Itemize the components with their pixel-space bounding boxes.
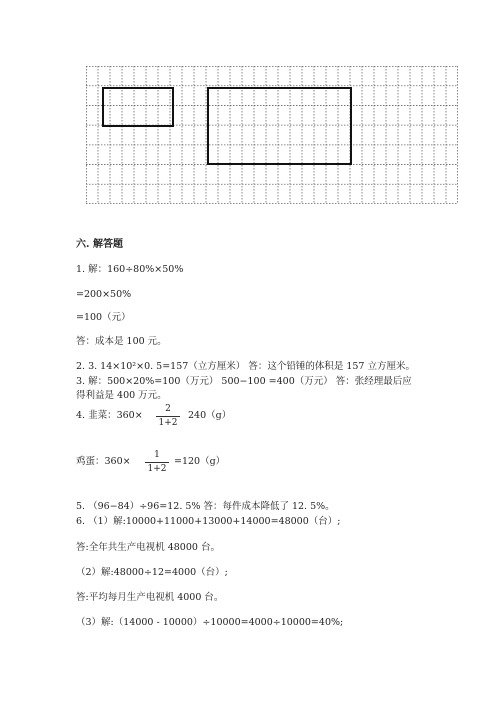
small-rectangle [103, 88, 173, 126]
q4-fraction-2 [145, 450, 169, 475]
q1-answer: 答：成本是 100 元。 [76, 336, 167, 347]
q4-fraction-1-numerator: 2 [165, 404, 171, 414]
q4-fraction-1 [156, 404, 180, 429]
q4-fraction-2-numerator: 1 [154, 450, 160, 460]
fraction-bar [145, 462, 169, 463]
fraction-bar [156, 416, 180, 417]
dotted-grid [86, 66, 458, 204]
q4-line-2-prefix: 鸡蛋：360× [76, 456, 131, 467]
q6-line-3: （2）解:48000÷12=4000（台）; [76, 567, 228, 578]
q6-line-2: 答:全年共生产电视机 48000 台。 [76, 542, 220, 553]
large-rectangle [208, 88, 351, 164]
q6-line-1: 6. （1）解:10000+11000+13000+14000=48000（台）; [76, 516, 341, 527]
q1-line-1: 1. 解：160÷80%×50% [76, 264, 184, 275]
q6-line-4: 答:平均每月生产电视机 4000 台。 [76, 592, 224, 603]
q4-line-1-prefix: 4. 韭菜：360× [76, 410, 143, 421]
q4-fraction-2-denominator: 1+2 [147, 464, 167, 474]
q6-line-5: （3）解:（14000 - 10000）÷10000=4000÷10000=40%; [76, 617, 344, 628]
q4-fraction-1-denominator: 1+2 [158, 418, 178, 428]
q4-line-1-suffix: 240（g） [188, 410, 232, 421]
q5-line: 5. （96−84）÷96=12. 5% 答：每件成本降低了 12. 5%。 [76, 501, 335, 512]
q3-line-1: 3. 解：500×20%=100（万元） 500−100 =400（万元） 答：张经理最后应 [76, 376, 412, 387]
q1-line-2: =200×50% [76, 289, 132, 300]
q4-line-2-suffix: =120（g） [174, 456, 226, 467]
q2-line: 2. 3. 14×10²×0. 5=157（立方厘米） 答：这个铅锤的体积是 157 立方厘米。 [76, 361, 415, 372]
section-title: 六. 解答题 [76, 239, 123, 250]
q3-line-2: 得利益是 400 万元。 [76, 390, 167, 401]
grid-figure [86, 66, 458, 204]
q1-line-3: =100（元） [76, 312, 131, 323]
